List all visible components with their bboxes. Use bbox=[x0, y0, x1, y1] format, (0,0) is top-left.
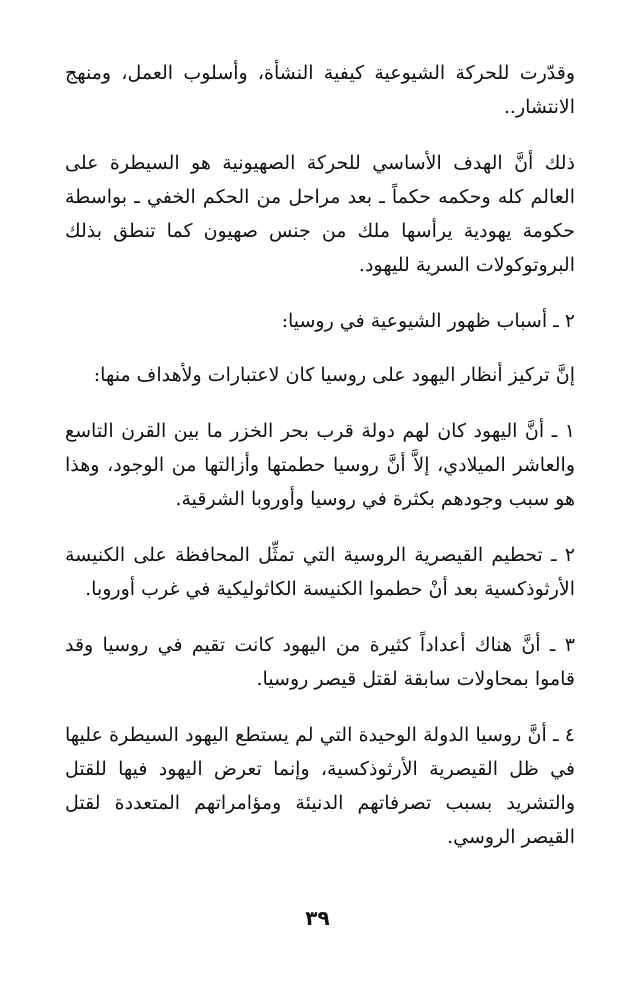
page-number: ٣٩ bbox=[305, 906, 330, 930]
list-item-1: ١ ـ أنَّ اليهود كان لهم دولة قرب بحر الخزر ما بين القرن التاسع والعاشر الميلادي، إلاَّ أنَّ روسيا حطمتها وأزالتها من الوجود، وهذا هو سبب وجودهم بكثرة في روسيا وأوروبا الشرقية. bbox=[65, 420, 575, 510]
list-item-2: ٢ ـ تحطيم القيصرية الروسية التي تمثِّل المحافظة على الكنيسة الأرثوذكسية بعد أنْ حطموا الكنيسة الكاثوليكية في غرب أوروبا. bbox=[65, 544, 575, 600]
page-body bbox=[65, 56, 575, 876]
paragraph-zionist-goal: ذلك أنَّ الهدف الأساسي للحركة الصهيونية هو السيطرة على العالم كله وحكمه حكماً ـ بعد مراحل من الحكم الخفي ـ بواسطة حكومة يهودية يرأسها ملك من جنس صهيون كما تنطق بذلك البروتوكولات السرية لليهود. bbox=[65, 152, 575, 276]
paragraph-intro-continuation: وقدّرت للحركة الشيوعية كيفية النشأة، وأسلوب العمل، ومنهج الانتشار.. bbox=[65, 62, 575, 118]
paragraph-focus-on-russia: إنَّ تركيز أنظار اليهود على روسيا كان لاعتبارات ولأهداف منها: bbox=[93, 364, 575, 386]
list-item-4: ٤ ـ أنَّ روسيا الدولة الوحيدة التي لم يستطع اليهود السيطرة عليها في ظل القيصرية الأرثوذكسية، وإنما تعرض اليهود فيها للقتل والتشريد بسبب تصرفاتهم الدنيئة ومؤامراتهم المتعددة لقتل القيصر الروسي. bbox=[65, 724, 575, 848]
list-item-3: ٣ ـ أنَّ هناك أعداداً كثيرة من اليهود كانت تقيم في روسيا وقد قاموا بمحاولات سابقة لقتل قيصر روسيا. bbox=[65, 634, 575, 690]
section-heading-causes: ٢ ـ أسباب ظهور الشيوعية في روسيا: bbox=[281, 310, 575, 332]
